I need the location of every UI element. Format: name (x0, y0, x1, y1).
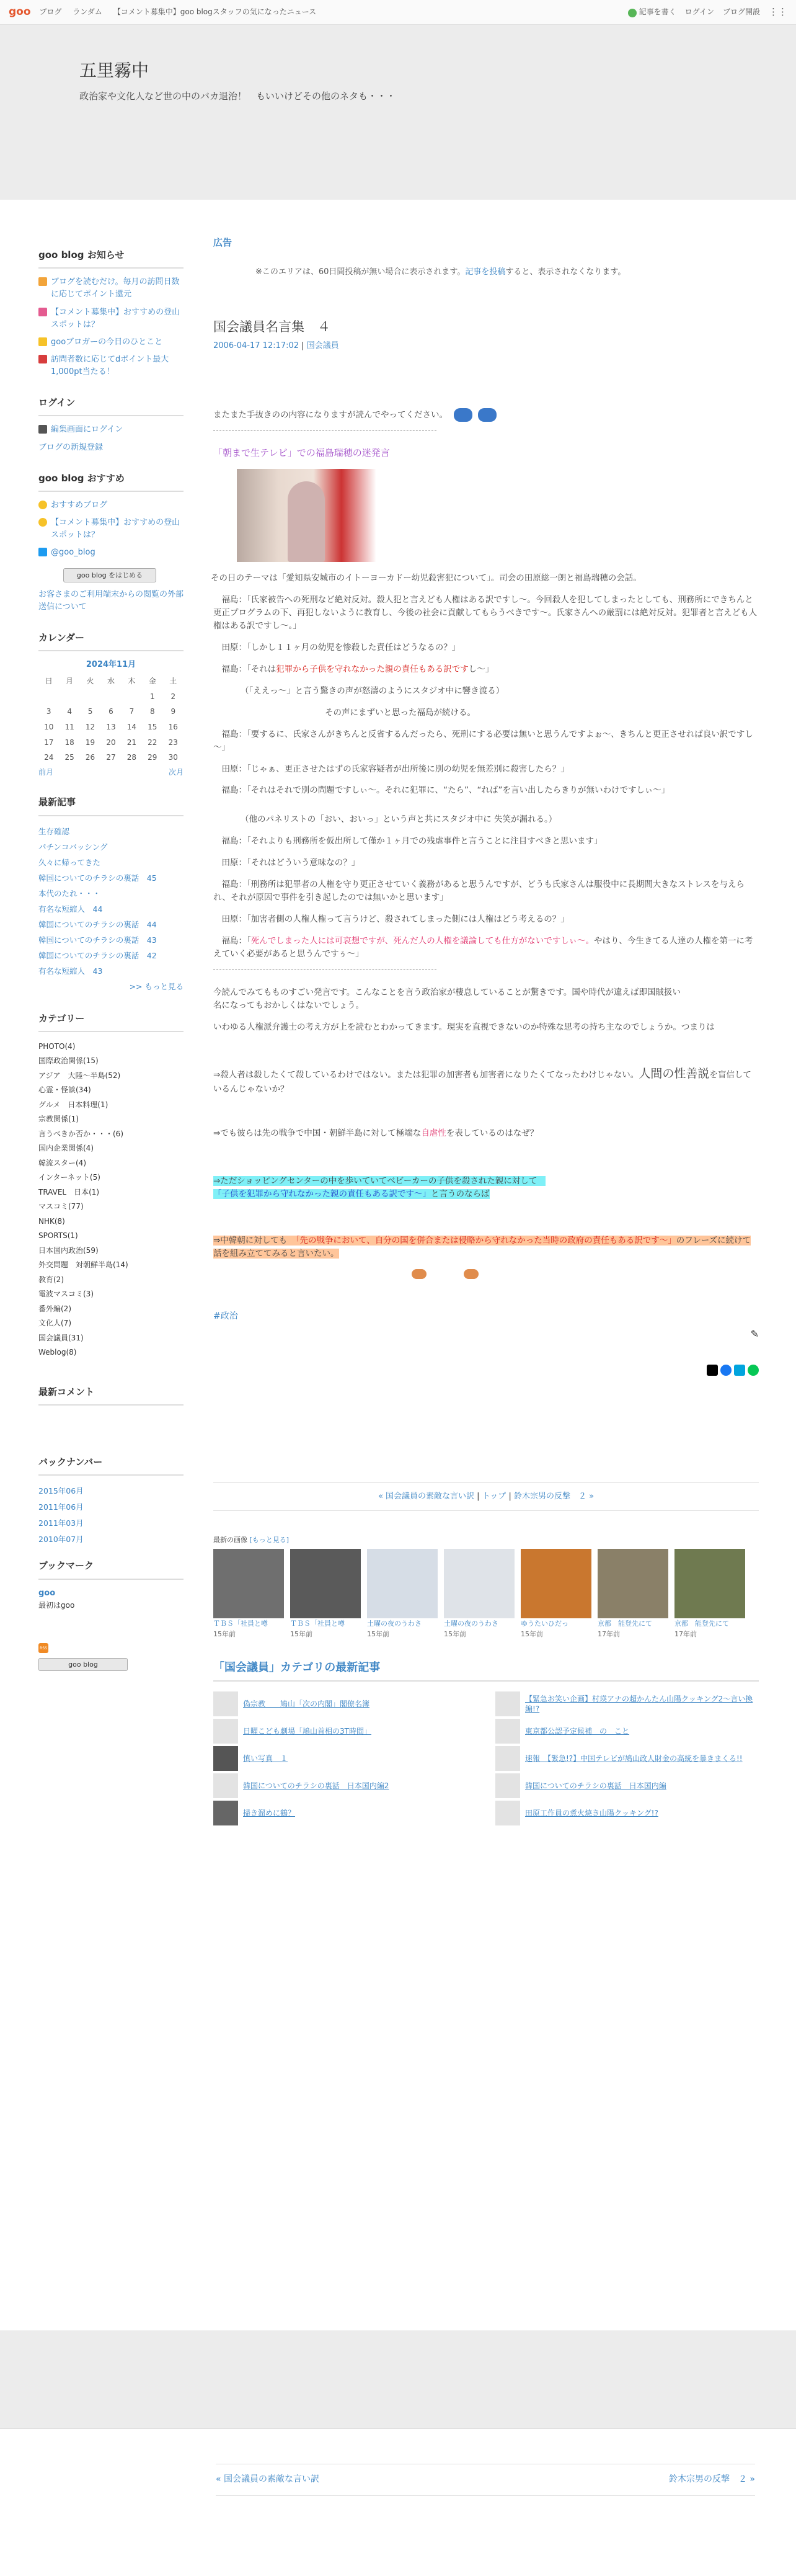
calendar-day: 3 (46, 707, 51, 716)
line-share-icon[interactable] (748, 1365, 759, 1376)
category-item[interactable]: 国内企業関係(4) (38, 1144, 94, 1153)
calendar-week (38, 750, 184, 765)
calendar-day: 1 (150, 692, 155, 701)
sidebar (38, 248, 184, 1671)
recommend-heading: goo blog おすすめ (38, 471, 184, 492)
category-item[interactable]: 文化人(7) (38, 1319, 71, 1328)
ad-notice: ※このエリアは、60日間投稿が無い場合に表示されます。記事を投稿すると、表示されなくなります。 (255, 267, 626, 277)
para: 福島：「氏家被告への死刑など絶対反対。殺人犯と言えども人権はある訳ですし～。今回殺人を犯してしまったとしても、刑務所にできちんと更正プログラムの下、再犯しないように教育し、今後の社会に貢献してもらうべきです～。氏家さんへの厳罰には絶対反対。犯罪者と言えども人権はある訳ですし～。」 (213, 595, 758, 631)
calendar-heading: カレンダー (38, 631, 184, 651)
category-item[interactable]: 韓流スター(4) (38, 1158, 86, 1167)
category-article[interactable]: 慎い写真 １ (213, 1745, 477, 1772)
twitter-link[interactable]: @goo_blog (38, 546, 184, 559)
day-label: 日 (45, 677, 53, 686)
write-button[interactable]: 記事を書く (628, 6, 676, 18)
recent-item[interactable]: 有名な短縮人 44 (38, 904, 103, 914)
recent-item[interactable]: 有名な短縮人 43 (38, 966, 103, 976)
latest-images (213, 1535, 759, 1639)
thumb-image (598, 1549, 668, 1618)
calendar-day (80, 689, 100, 705)
category-article[interactable]: 【緊急お笑い企画】村瑛アナの超かんたん山陽クッキング2〜言い換編!? (495, 1690, 759, 1718)
news-item[interactable]: 訪問者数に応じてdポイント最大1,000pt当たる！ (38, 354, 184, 378)
recent-item[interactable]: 韓国についてのチラシの裏話 43 (38, 935, 157, 945)
para: 田原：「加害者側の人権人権って言うけど、殺されてしまった側には人権はどう考えるの？」 (221, 914, 569, 924)
category-item[interactable]: 日本国内政治(59) (38, 1246, 99, 1255)
post-tag[interactable]: #政治 (213, 1311, 238, 1321)
category-article[interactable]: 東京都公認予定候補 の こと (495, 1718, 759, 1745)
gift-icon (38, 277, 47, 286)
facebook-share-icon[interactable] (720, 1365, 732, 1376)
prev-post-link[interactable]: « 国会議員の素敵な言い訳 (378, 1491, 475, 1501)
category-article[interactable]: 日曜こども劇場「鳩山首相の3T時間」 (213, 1718, 477, 1745)
para: 田原：「それはどういう意味なの？」 (221, 858, 360, 868)
post-date: 2006-04-17 12:17:02 (213, 341, 299, 350)
emoji-icon (478, 408, 497, 422)
calendar-day: 19 (85, 738, 95, 747)
thumb-icon (213, 1719, 238, 1744)
backnumber-item[interactable]: 2015年06月 (38, 1486, 84, 1496)
para: 福島：「死んでしまった人には可哀想ですが、死んだ人の人権を議論しても仕方がないですしぃ～。やはり、今生きてる人達の人権を第一に考えていく必要があると思うんですぅ～」 (213, 935, 753, 959)
calendar-week (38, 689, 184, 705)
calendar-day: 23 (168, 738, 178, 747)
calendar-day: 13 (106, 723, 116, 732)
comment-heading: 最新コメント (38, 1385, 184, 1406)
category-article[interactable]: 掃き溜めに鶴？ (213, 1799, 477, 1827)
thumb-icon (495, 1801, 520, 1825)
footer-prev-link[interactable]: « 国会議員の素敵な言い訳 (216, 2474, 320, 2484)
pencil-icon (38, 425, 47, 434)
emoji-row (412, 1269, 759, 1279)
thumb-image (213, 1549, 284, 1618)
para: いわゆる人権派弁護士の考え方が上を読むとわかってきます。現実を直視できないのか特殊な思考の持ち主なのでしょうか。つまりは (213, 1022, 715, 1032)
edit-pencil-icon[interactable]: ✎ (750, 1328, 759, 1340)
day-label: 水 (107, 677, 115, 686)
blog-title[interactable]: 五里霧中 (79, 60, 149, 81)
post-category-link[interactable]: 国会議員 (306, 341, 339, 350)
calendar-day: 15 (148, 723, 157, 732)
calendar-week (38, 704, 184, 720)
day-label: 土 (169, 677, 177, 686)
image-card[interactable]: 土曜の夜のうわさ 15年前 (444, 1549, 515, 1639)
para: 福島：「それよりも刑務所を仮出所して僅か１ヶ月での残虐事件と言うことに注目すべきと思います」 (221, 836, 603, 847)
category-item[interactable]: SPORTS(1) (38, 1231, 78, 1241)
thumb-icon (213, 1801, 238, 1825)
thumb-icon (495, 1746, 520, 1771)
news-item[interactable]: gooブロガーの今日のひとこと (38, 336, 184, 349)
category-recent-left (213, 1690, 477, 1827)
calendar-day: 21 (126, 738, 137, 747)
image-card[interactable]: 京都 能登先にて 17年前 (674, 1549, 745, 1639)
footer-post-nav (216, 2464, 755, 2496)
ad-label: 広告 (213, 237, 232, 248)
thumb-image (674, 1549, 745, 1618)
nav-random[interactable]: ランダム (73, 7, 102, 17)
top-right (628, 5, 787, 19)
para: その日のテーマは「愛知県安城市のイトーヨーカドー幼児殺害犯について」。司会の田原総一朗と福島瑞穂の会話。 (211, 573, 642, 584)
calendar-week (38, 720, 184, 735)
category-article[interactable]: 田原工作員の煮火焼き山陽クッキング!? (495, 1799, 759, 1827)
rss-label: RSS (40, 1646, 47, 1651)
category-item[interactable]: 心霊・怪談(34) (38, 1085, 91, 1095)
para: （「ええっ～」と言う驚きの声が怒濤のようにスタジオ中に響き渡る） (241, 685, 505, 696)
category-item[interactable]: マスコミ(77) (38, 1202, 84, 1211)
bookmark-heading: ブックマーク (38, 1559, 184, 1579)
calendar-day: 16 (168, 723, 178, 732)
calendar-day: 10 (44, 723, 54, 732)
calendar (38, 674, 184, 765)
calendar-day: 29 (148, 753, 157, 762)
emoji-icon (454, 408, 472, 422)
calendar-day: 26 (85, 753, 95, 762)
para: 福島：「それはそれで別の問題ですしぃ～。それに犯罪に、“たら”、“れば”を言い出したらきりが無いわけですしぃ～」 (221, 785, 670, 796)
thumb-icon (495, 1773, 520, 1798)
news-item[interactable]: ブログを読むだけ。毎月の訪問日数に応じてポイント還元 (38, 276, 184, 301)
news-heading: goo blog お知らせ (38, 248, 184, 269)
recommend-item[interactable]: 【コメント募集中】おすすめの登山スポットは？ (38, 517, 184, 541)
category-recent-right (495, 1690, 759, 1827)
recent-item[interactable]: 生存確認 (38, 826, 70, 836)
para: 福島：「要するに、氏家さんがきちんと反省するんだったら、死刑にする必要は無いと思うんですよぉ～、きちんと更正させれば良い訳ですし～」 (213, 729, 753, 752)
para: 福島：「刑務所は犯罪者の人権を守り更正させていく義務があると思うんですが、どうも氏家さんは服役中に長期間大きなストレスを与えられ、それが原因で事件を引き起したのでは無いかと思います」 (213, 880, 745, 903)
calendar-day: 7 (129, 707, 135, 716)
calendar-day: 18 (64, 738, 74, 747)
category-item[interactable]: 外交問題 対朝鮮半島(14) (38, 1260, 128, 1270)
calendar-day (59, 689, 79, 705)
post-title: 国会議員名言集 ４ (213, 319, 330, 335)
category-item[interactable]: インターネット(5) (38, 1173, 100, 1182)
pencil-icon (628, 9, 637, 17)
share-buttons (213, 1365, 759, 1376)
rss-icon[interactable] (38, 1643, 48, 1653)
backnumber-item[interactable]: 2011年03月 (38, 1518, 84, 1528)
para: ⇒ただショッピングセンターの中を歩いていてベビーカーの子供を殺された親に対して 「子供を犯罪から守れなかった親の責任もある訳です～」と言うのならば (213, 1175, 546, 1199)
calendar-day: 2 (170, 692, 176, 701)
category-item[interactable]: Weblog(8) (38, 1348, 77, 1357)
category-item[interactable]: TRAVEL 日本(1) (38, 1187, 100, 1197)
nav-blog[interactable]: ブログ (39, 7, 62, 17)
category-item[interactable]: アジア 大陸～半島(52) (38, 1071, 121, 1080)
backnumber-item[interactable]: 2011年06月 (38, 1502, 84, 1512)
more-recent-link[interactable]: >> もっと見る (129, 981, 184, 991)
latest-images-header: 最新の画像 [もっと見る] (213, 1536, 290, 1544)
top-bar (0, 0, 796, 25)
calendar-day: 5 (87, 707, 93, 716)
backnumber-list[interactable] (38, 1483, 184, 1544)
day-label: 木 (128, 677, 136, 686)
recent-heading: 最新記事 (38, 795, 184, 816)
day-label: 金 (148, 677, 156, 686)
blog-start-link[interactable]: ブログ開設 (722, 7, 760, 17)
x-share-icon[interactable] (707, 1365, 718, 1376)
recent-item[interactable]: 久々に帰ってきた (38, 857, 101, 867)
para: ⇒でも彼らは先の戦争で中国・朝鮮半島に対して極端な自虐性を表しているのはなぜ？ (213, 1128, 539, 1138)
emoji-icon (464, 1269, 479, 1279)
footer-nav (0, 2428, 796, 2576)
goo-blog-footer-badge[interactable]: goo blog (38, 1658, 128, 1671)
calendar-week (38, 735, 184, 751)
backnumber-heading: バックナンバー (38, 1455, 184, 1476)
post-body (213, 408, 759, 1278)
category-item[interactable]: 言うべきか否か・・・(6) (38, 1129, 123, 1138)
para: その声にまずいと思った福島が続ける。 (325, 707, 475, 718)
category-article[interactable]: 偽宗教 鳩山「次の内閣」閣僚名簿 (213, 1690, 477, 1718)
calendar-day: 9 (170, 707, 176, 716)
recent-item[interactable]: 本代のたれ・・・ (38, 888, 101, 898)
thumb-icon (213, 1691, 238, 1716)
goo-logo[interactable]: goo (9, 6, 31, 19)
category-recent-columns (213, 1690, 759, 1827)
calendar-day: 6 (108, 707, 113, 716)
news-item[interactable]: 【コメント募集中】おすすめの登山スポットは？ (38, 306, 184, 331)
calendar-day: 4 (67, 707, 72, 716)
image-card[interactable]: ＴＢＳ「社員と噂 15年前 (290, 1549, 361, 1639)
images-more-link[interactable]: [もっと見る] (249, 1536, 290, 1544)
day-label: 月 (66, 677, 74, 686)
thumb-icon (495, 1719, 520, 1744)
login-link[interactable]: ログイン (684, 7, 714, 17)
device-notice-link[interactable]: お客さまのご利用端末からの閲覧の外部送信について (38, 589, 184, 612)
post-meta: 2006-04-17 12:17:02 | 国会議員 (213, 341, 339, 350)
hatena-share-icon[interactable] (734, 1365, 745, 1376)
image-card[interactable]: ゆうたいひだっ 15年前 (521, 1549, 591, 1639)
recent-item[interactable]: 韓国についてのチラシの裏話 45 (38, 873, 157, 883)
image-card[interactable]: 土曜の夜のうわさ 15年前 (367, 1549, 438, 1639)
bookmark-link[interactable]: goo (38, 1588, 56, 1598)
blog-description: 政治家や文化人など世の中のバカ退治！ もいいけどその他のネタも・・・ (79, 91, 396, 102)
recommend-item[interactable]: おすすめブログ (38, 499, 184, 512)
category-item[interactable]: 電波マスコミ(3) (38, 1290, 94, 1299)
calendar-day (122, 689, 142, 705)
register-link[interactable]: ブログの新規登録 (38, 442, 104, 452)
star-icon (38, 337, 47, 346)
point-icon (38, 355, 47, 363)
thumb-image (367, 1549, 438, 1618)
calendar-day: 24 (44, 753, 54, 762)
calendar-day: 14 (126, 723, 137, 732)
category-heading: カテゴリー (38, 1012, 184, 1032)
para: 田原：「しかし１１ヶ月の幼児を惨殺した責任はどうなるの？」 (221, 643, 461, 653)
calendar-prev-link[interactable]: 前月 (38, 767, 54, 777)
image-card[interactable]: ＴＢＳ「社員と噂 15年前 (213, 1549, 284, 1639)
category-item[interactable]: 国会議員(31) (38, 1333, 84, 1342)
start-blog-badge[interactable]: goo blog をはじめる (63, 568, 156, 582)
post-article-link[interactable]: 記事を投稿 (465, 267, 506, 277)
category-recent (213, 1659, 759, 1827)
divider (213, 430, 436, 431)
login-heading: ログイン (38, 396, 184, 416)
nav-news[interactable]: 【コメント募集中】goo blogスタッフの気になったニュース (113, 7, 317, 17)
image-grid (213, 1549, 759, 1639)
main-content (213, 236, 759, 1827)
intro-text: またまた手抜きのの内容になりますが読んでやってください。 (213, 408, 759, 422)
category-item[interactable]: 教育(2) (38, 1275, 64, 1284)
para: ⇒殺人者は殺したくて殺しているわけではない。または犯罪の加害者も加害者になりたくてなったわけじゃない。人間の性善説を盲信しているんじゃないか？ (213, 1066, 751, 1094)
bulb-icon (38, 518, 47, 527)
thumb-image (521, 1549, 591, 1618)
category-article[interactable]: 速報 【緊急!?】中国テレビが鳩山政人財金の高統を暴きまくる!! (495, 1745, 759, 1772)
note-icon (38, 308, 47, 316)
calendar-day: 8 (150, 707, 155, 716)
calendar-day: 11 (64, 723, 74, 732)
top-link[interactable]: トップ (482, 1491, 506, 1501)
category-article[interactable]: 韓国についてのチラシの裏話 日本国内編 (495, 1772, 759, 1799)
recent-item[interactable]: 韓国についてのチラシの裏話 42 (38, 950, 157, 960)
bookmark-desc: 最初はgoo (38, 1600, 75, 1610)
calendar-next-link[interactable]: 次月 (168, 767, 184, 777)
para: 今読んでみてもものすごい発言です。こんなことを言う政治家が棲息していることが驚きです。国や時代が違えば即国賊扱い 名になってもおかしくはないでしょう。 (213, 987, 681, 1010)
thumb-icon (213, 1746, 238, 1771)
grid-menu-icon[interactable]: ⋮⋮ (769, 6, 787, 17)
category-item[interactable]: 番外編(2) (38, 1304, 71, 1313)
blog-header (0, 25, 796, 200)
edit-login-link[interactable]: 編集画面にログイン (38, 424, 184, 436)
calendar-day: 20 (106, 738, 116, 747)
calendar-day: 22 (148, 738, 157, 747)
recent-item[interactable]: パチンコバッシング (38, 842, 108, 852)
backnumber-item[interactable]: 2010年07月 (38, 1535, 84, 1544)
emoji-icon (412, 1269, 427, 1279)
calendar-header (38, 674, 184, 689)
image-card[interactable]: 京都 能登先にて 17年前 (598, 1549, 668, 1639)
calendar-day: 12 (85, 723, 95, 732)
top-nav (40, 6, 325, 18)
twitter-icon (38, 548, 47, 556)
video-thumbnail[interactable] (237, 469, 376, 562)
category-item[interactable]: グルメ 日本料理(1) (38, 1100, 108, 1109)
calendar-day (38, 689, 59, 705)
category-item[interactable]: NHK(8) (38, 1216, 65, 1226)
para: 福島：「それは犯罪から子供を守れなかった親の責任もある訳ですし～」 (221, 664, 494, 674)
thumb-icon (213, 1773, 238, 1798)
footer-area (0, 2330, 796, 2576)
divider (213, 969, 436, 970)
para: （他のパネリストの「おい、おいっ」という声と共にスタジオ中に 失笑が漏れる。） (241, 814, 557, 825)
para: ⇒中韓朝に対しても 「先の戦争において、自分の国を併合または侵略から守れなかった当時の政府の責任もある訳です～」のフレーズに続けて話を組み立ててみると言いたい。 (213, 1235, 751, 1259)
next-post-link[interactable]: 鈴木宗男の反撃 ２ » (513, 1491, 595, 1501)
category-article[interactable]: 韓国についてのチラシの裏話 日本国内編2 (213, 1772, 477, 1799)
post-navigation: « 国会議員の素敵な言い訳 | トップ | 鈴木宗男の反撃 ２ » (213, 1482, 759, 1511)
person-figure (288, 481, 325, 562)
category-recent-heading: 「国会議員」カテゴリの最新記事 (213, 1659, 759, 1682)
category-item[interactable]: 宗教関係(1) (38, 1115, 79, 1124)
para: 田原：「じゃぁ、更正させたはずの氏家容疑者が出所後に別の幼児を無差別に殺害したら？」 (221, 764, 569, 774)
recent-list (38, 824, 184, 994)
calendar-day: 27 (106, 753, 116, 762)
calendar-day: 25 (64, 753, 74, 762)
day-label: 火 (86, 677, 94, 686)
category-item[interactable]: 国際政治関係(15) (38, 1056, 99, 1066)
thumb-image (444, 1549, 515, 1618)
thumb-icon (495, 1691, 520, 1716)
calendar-day: 17 (44, 738, 54, 747)
calendar-nav (38, 767, 184, 778)
calendar-day: 28 (126, 753, 137, 762)
recent-item[interactable]: 韓国についてのチラシの裏話 44 (38, 919, 157, 929)
category-list (38, 1040, 184, 1360)
category-item[interactable]: PHOTO(4) (38, 1041, 76, 1051)
footer-next-link[interactable]: 鈴木宗男の反撃 ２ » (668, 2474, 755, 2484)
calendar-day (100, 689, 121, 705)
video-title: 「朝まで生テレビ」での福島瑞穂の迷発言 (213, 447, 390, 459)
calendar-title: 2024年11月 (86, 660, 136, 670)
thumb-image (290, 1549, 361, 1618)
bulb-icon (38, 501, 47, 509)
calendar-day: 30 (168, 753, 178, 762)
